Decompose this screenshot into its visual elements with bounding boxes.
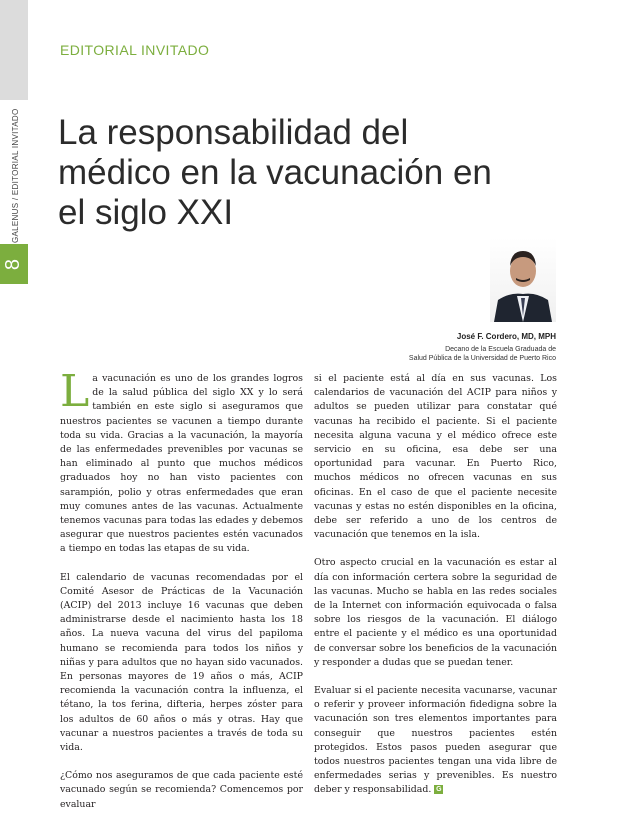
sidebar-decoration: [0, 0, 28, 100]
paragraph: Evaluar si el paciente necesita vacunarse, vacunar o referir y proveer información fidedigna sobre la vacunación son tres elementos importantes para conseguir que nuestros pacientes estén protegidos. Estos pasos pueden asegurar que todos nuestros pacientes tengan una vida libre de enfermedades serias y prevenibles. Es nuestro deber y responsabilidad. G: [314, 685, 557, 796]
end-mark-icon: G: [436, 786, 442, 794]
column-left: [60, 366, 303, 826]
page-number-tab: [0, 244, 28, 284]
paragraph: ¿Cómo nos aseguramos de que cada paciente esté vacunado según se recomienda? Comencemos por evaluar: [60, 770, 303, 810]
author-role-line2: Salud Pública de la Universidad de Puerto Rico: [408, 355, 556, 362]
section-label: EDITORIAL INVITADO: [60, 42, 210, 58]
page-number: 8: [2, 258, 25, 270]
article-body: [60, 366, 557, 826]
column-right: [314, 372, 557, 826]
paragraph: Otro aspecto crucial en la vacunación es estar al día con información certera sobre la seguridad de las vacunas. Mucho se habla en las redes sociales de la Internet con información equivocada o falsa sobre los riesgos de la vacunación. El diálogo entre el paciente y el médico es una oportunidad de conversar sobre los beneficios de la vacunación y responder a dudas que se puedan tener.: [314, 557, 557, 668]
paragraph: si el paciente está al día en sus vacunas. Los calendarios de vacunación del ACIP para niños y adultos se pueden utilizar para constatar qué vacunas ha recibido el paciente. Si el paciente necesita alguna vacuna y el médico ofrece este servicio en su oficina, esa debe ser una oportunidad para vacunar. En Puerto Rico, muchos médicos no ofrecen vacunas en sus oficinas. En el caso de que el paciente necesite vacunas y estas no estén disponibles en la oficina, debe ser referido a uno de los centros de vacunación que tenemos en la isla.: [314, 373, 557, 541]
article-title: La responsabilidad del médico en la vacunación en el siglo XXI: [58, 113, 492, 232]
author-name: José F. Cordero, MD, MPH: [456, 332, 556, 341]
paragraph: La vacunación es uno de los grandes logros de la salud pública del siglo XX y lo será también en este siglo si aseguramos que nuestros pacientes se vacunen a tiempo durante toda su vida. Gracias a la vacunación, la mayoría de las enfermedades prevenibles por vacunas se han eliminado al punto que muchos médicos graduados hoy no han visto pacientes con sarampión, polio y otras enfermedades que eran muy comunes antes de las vacunas. Actualmente tenemos vacunas para todas las edades y debemos asegurar que nuestros pacientes estén vacunados a tiempo en todas las etapas de su vida.: [60, 366, 303, 555]
sidebar-label: GALENUS / EDITORIAL INVITADO: [11, 108, 20, 243]
author-block: [409, 332, 556, 363]
paragraph: El calendario de vacunas recomendadas por el Comité Asesor de Prácticas de la Vacunación (ACIP) del 2013 incluye 16 vacunas que deben administrarse desde el nacimiento hasta los 18 años. La nueva vacuna del virus del papiloma humano se recomienda para todos los niños y niñas y para adultos que no hayan sido vacunados. En personas mayores de 19 años o más, ACIP recomienda la vacunación contra la influenza, el tétano, la tos ferina, difteria, herpes zóster para los adultos de 60 años o más y otras. Hay que vacunar a nuestros pacientes a través de toda su vida.: [60, 571, 303, 754]
drop-cap: L: [60, 366, 90, 417]
author-photo: [490, 238, 556, 322]
author-role-line1: Decano de la Escuela Graduada de: [445, 346, 556, 353]
